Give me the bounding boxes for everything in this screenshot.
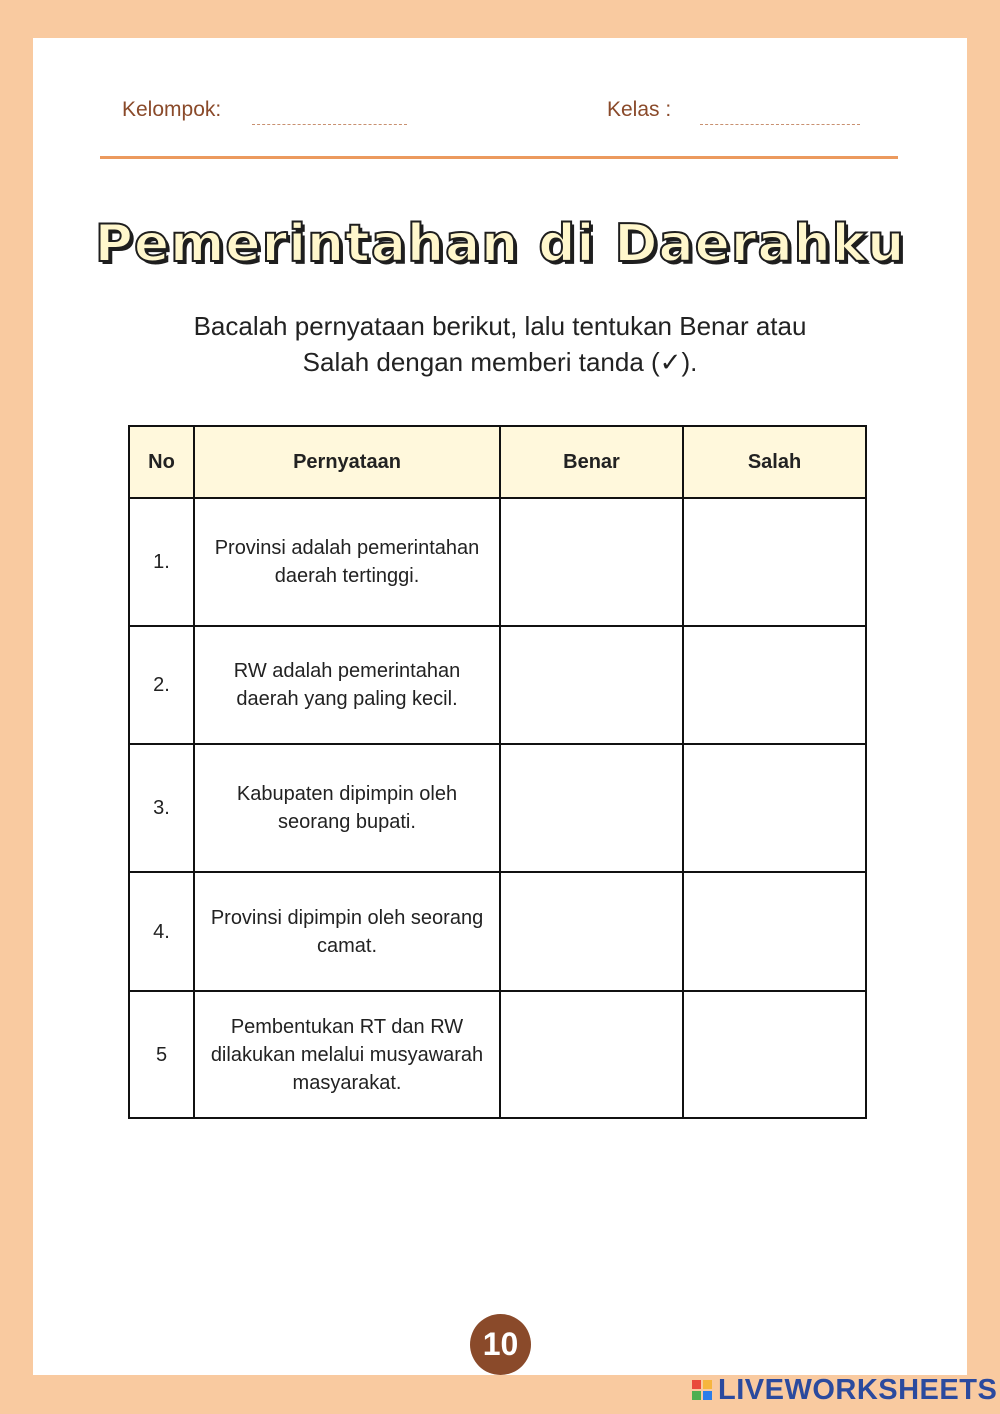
benar-cell[interactable]	[500, 498, 683, 626]
row-no: 2.	[129, 626, 194, 744]
salah-cell[interactable]	[683, 991, 866, 1118]
brand-logo[interactable]	[692, 1372, 997, 1408]
table-row	[129, 744, 866, 872]
row-no: 3.	[129, 744, 194, 872]
logo-square-icon	[692, 1380, 701, 1389]
logo-square-icon	[703, 1380, 712, 1389]
benar-cell[interactable]	[500, 626, 683, 744]
benar-cell[interactable]	[500, 744, 683, 872]
group-input-line[interactable]	[252, 124, 407, 125]
logo-square-icon	[703, 1391, 712, 1400]
instruction-line-2: Salah dengan memberi tanda (✓).	[302, 347, 698, 377]
true-false-table	[128, 425, 867, 1119]
table-row	[129, 872, 866, 991]
instruction-line-1: Bacalah pernyataan berikut, lalu tentukan Benar atau	[193, 311, 807, 341]
header-divider	[100, 156, 898, 159]
row-statement: RW adalah pemerintahan daerah yang paling kecil.	[194, 626, 500, 744]
logo-square-icon	[692, 1391, 701, 1400]
instruction-text	[100, 308, 900, 380]
salah-cell[interactable]	[683, 872, 866, 991]
brand-text: LIVEWORKSHEETS	[718, 1373, 998, 1406]
liveworksheets-icon	[692, 1380, 712, 1400]
page-title: Pemerintahan di Daerahku	[94, 214, 906, 274]
benar-cell[interactable]	[500, 872, 683, 991]
row-no: 1.	[129, 498, 194, 626]
table-header-row	[129, 426, 866, 498]
row-statement: Kabupaten dipimpin oleh seorang bupati.	[194, 744, 500, 872]
table-row	[129, 498, 866, 626]
salah-cell[interactable]	[683, 744, 866, 872]
class-label: Kelas :	[607, 98, 672, 121]
header-benar: Benar	[500, 426, 683, 498]
row-no: 4.	[129, 872, 194, 991]
salah-cell[interactable]	[683, 626, 866, 744]
header-statement: Pernyataan	[194, 426, 500, 498]
benar-cell[interactable]	[500, 991, 683, 1118]
table-row	[129, 626, 866, 744]
header-salah: Salah	[683, 426, 866, 498]
row-statement: Pembentukan RT dan RW dilakukan melalui musyawarah masyarakat.	[194, 991, 500, 1118]
page-number-badge: 10	[470, 1314, 531, 1375]
row-statement: Provinsi dipimpin oleh seorang camat.	[194, 872, 500, 991]
row-statement: Provinsi adalah pemerintahan daerah tertinggi.	[194, 498, 500, 626]
salah-cell[interactable]	[683, 498, 866, 626]
table-row	[129, 991, 866, 1118]
header-no: No	[129, 426, 194, 498]
row-no: 5	[129, 991, 194, 1118]
class-input-line[interactable]	[700, 124, 860, 125]
group-label: Kelompok:	[122, 98, 222, 121]
